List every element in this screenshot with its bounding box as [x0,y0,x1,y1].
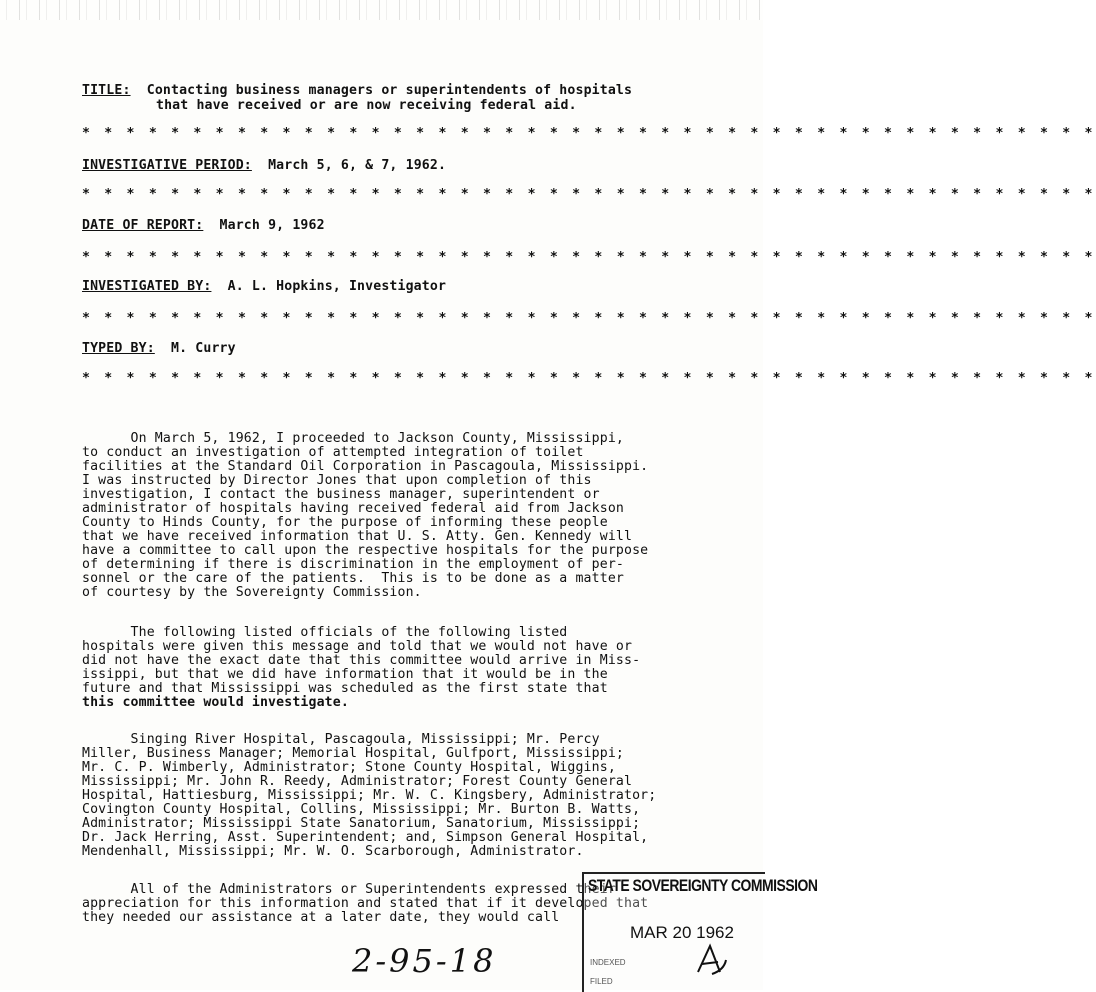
para1-line-2: to conduct an investigation of attempted integration of toilet [82,445,584,460]
para1-line-9: have a committee to call upon the respective hospitals for the purpose [82,543,649,558]
separator-2: * * * * * * * * * * * * * * * * * * * * * * * * * * * * * * * * * * * * * * * * * * * * * * [82,187,1096,202]
para4-line-1: All of the Administrators or Superintendents expressed their [82,882,616,897]
stamp-indexed: INDEXED [590,958,626,967]
para3-line-7: Administrator; Mississippi State Sanatorium, Sanatorium, Mississippi; [82,816,641,831]
stamp-title: STATE SOVEREIGNTY COMMISSION [588,876,818,895]
para2-line-1: The following listed officials of the following listed [82,625,568,640]
para3-line-8: Dr. Jack Herring, Asst. Superintendent; and, Simpson General Hospital, [82,830,649,845]
stamp-filed: FILED [590,977,613,986]
report-value: March 9, 1962 [219,218,325,233]
para2-line-6: this committee would investigate. [82,695,349,710]
investigated-label: INVESTIGATED BY: [82,279,212,294]
para4-line-2: appreciation for this information and stated that if it developed that [82,896,649,911]
para3-line-3: Mr. C. P. Wimberly, Administrator; Stone County Hospital, Wiggins, [82,760,616,775]
typed-line [82,341,236,356]
scan-speckle [0,0,763,20]
title-text-1: Contacting business managers or superintendents of hospitals [146,83,633,98]
para1-line-5: investigation, I contact the business manager, superintendent or [82,487,600,502]
separator-5: * * * * * * * * * * * * * * * * * * * * * * * * * * * * * * * * * * * * * * * * * * * * * * [82,371,1096,386]
para1-line-1: On March 5, 1962, I proceeded to Jackson County, Mississippi, [82,431,624,446]
para2-line-3: did not have the exact date that this committee would arrive in Miss- [82,653,641,668]
period-label: INVESTIGATIVE PERIOD: [82,158,252,173]
para1-line-12: of courtesy by the Sovereignty Commission. [82,585,422,600]
investigated-line [82,279,446,294]
para2-line-4: issippi, but that we did have information that it would be in the [82,667,608,682]
period-value: March 5, 6, & 7, 1962. [268,158,447,173]
title-text-2: that have received or are now receiving federal aid. [156,98,577,113]
handwritten-file-number: 2-95-18 [352,942,497,980]
para1-line-10: of determining if there is discrimination in the employment of per- [82,557,624,572]
para3-line-5: Hospital, Hattiesburg, Mississippi; Mr. W. C. Kingsbery, Administrator; [82,788,657,803]
para1-line-7: County to Hinds County, for the purpose of informing these people [82,515,608,530]
para3-line-9: Mendenhall, Mississippi; Mr. W. O. Scarborough, Administrator. [82,844,584,859]
para2-line-2: hospitals were given this message and told that we would not have or [82,639,633,654]
para2-line-5: future and that Mississippi was scheduled as the first state that [82,681,608,696]
typed-value: M. Curry [171,341,236,356]
period-line [82,158,446,173]
separator-3: * * * * * * * * * * * * * * * * * * * * * * * * * * * * * * * * * * * * * * * * * * * * * * [82,250,1096,265]
investigated-value: A. L. Hopkins, Investigator [227,279,447,294]
para1-line-3: facilities at the Standard Oil Corporation in Pascagoula, Mississippi. [82,459,649,474]
report-line [82,218,325,233]
typed-label: TYPED BY: [82,341,155,356]
title-label: TITLE: [82,83,131,98]
para3-line-2: Miller, Business Manager; Memorial Hospital, Gulfport, Mississippi; [82,746,624,761]
para1-line-6: administrator of hospitals having received federal aid from Jackson [82,501,624,516]
para1-line-11: sonnel or the care of the patients. This is to be done as a matter [82,571,624,586]
separator-1: * * * * * * * * * * * * * * * * * * * * * * * * * * * * * * * * * * * * * * * * * * * * * * [82,126,1096,141]
stamp-date: MAR 20 1962 [630,923,734,942]
report-label: DATE OF REPORT: [82,218,204,233]
para3-line-4: Mississippi; Mr. John R. Reedy, Administrator; Forest County General [82,774,633,789]
stamp-initials-mark [690,940,730,980]
para4-line-3: they needed our assistance at a later date, they would call [82,910,560,925]
para1-line-8: that we have received information that U. S. Atty. Gen. Kennedy will [82,529,633,544]
separator-4: * * * * * * * * * * * * * * * * * * * * * * * * * * * * * * * * * * * * * * * * * * * * * * [82,311,1096,326]
para1-line-4: I was instructed by Director Jones that upon completion of this [82,473,592,488]
para3-line-6: Covington County Hospital, Collins, Mississippi; Mr. Burton B. Watts, [82,802,641,817]
title-line-1 [82,83,632,98]
para3-line-1: Singing River Hospital, Pascagoula, Mississippi; Mr. Percy [82,732,600,747]
